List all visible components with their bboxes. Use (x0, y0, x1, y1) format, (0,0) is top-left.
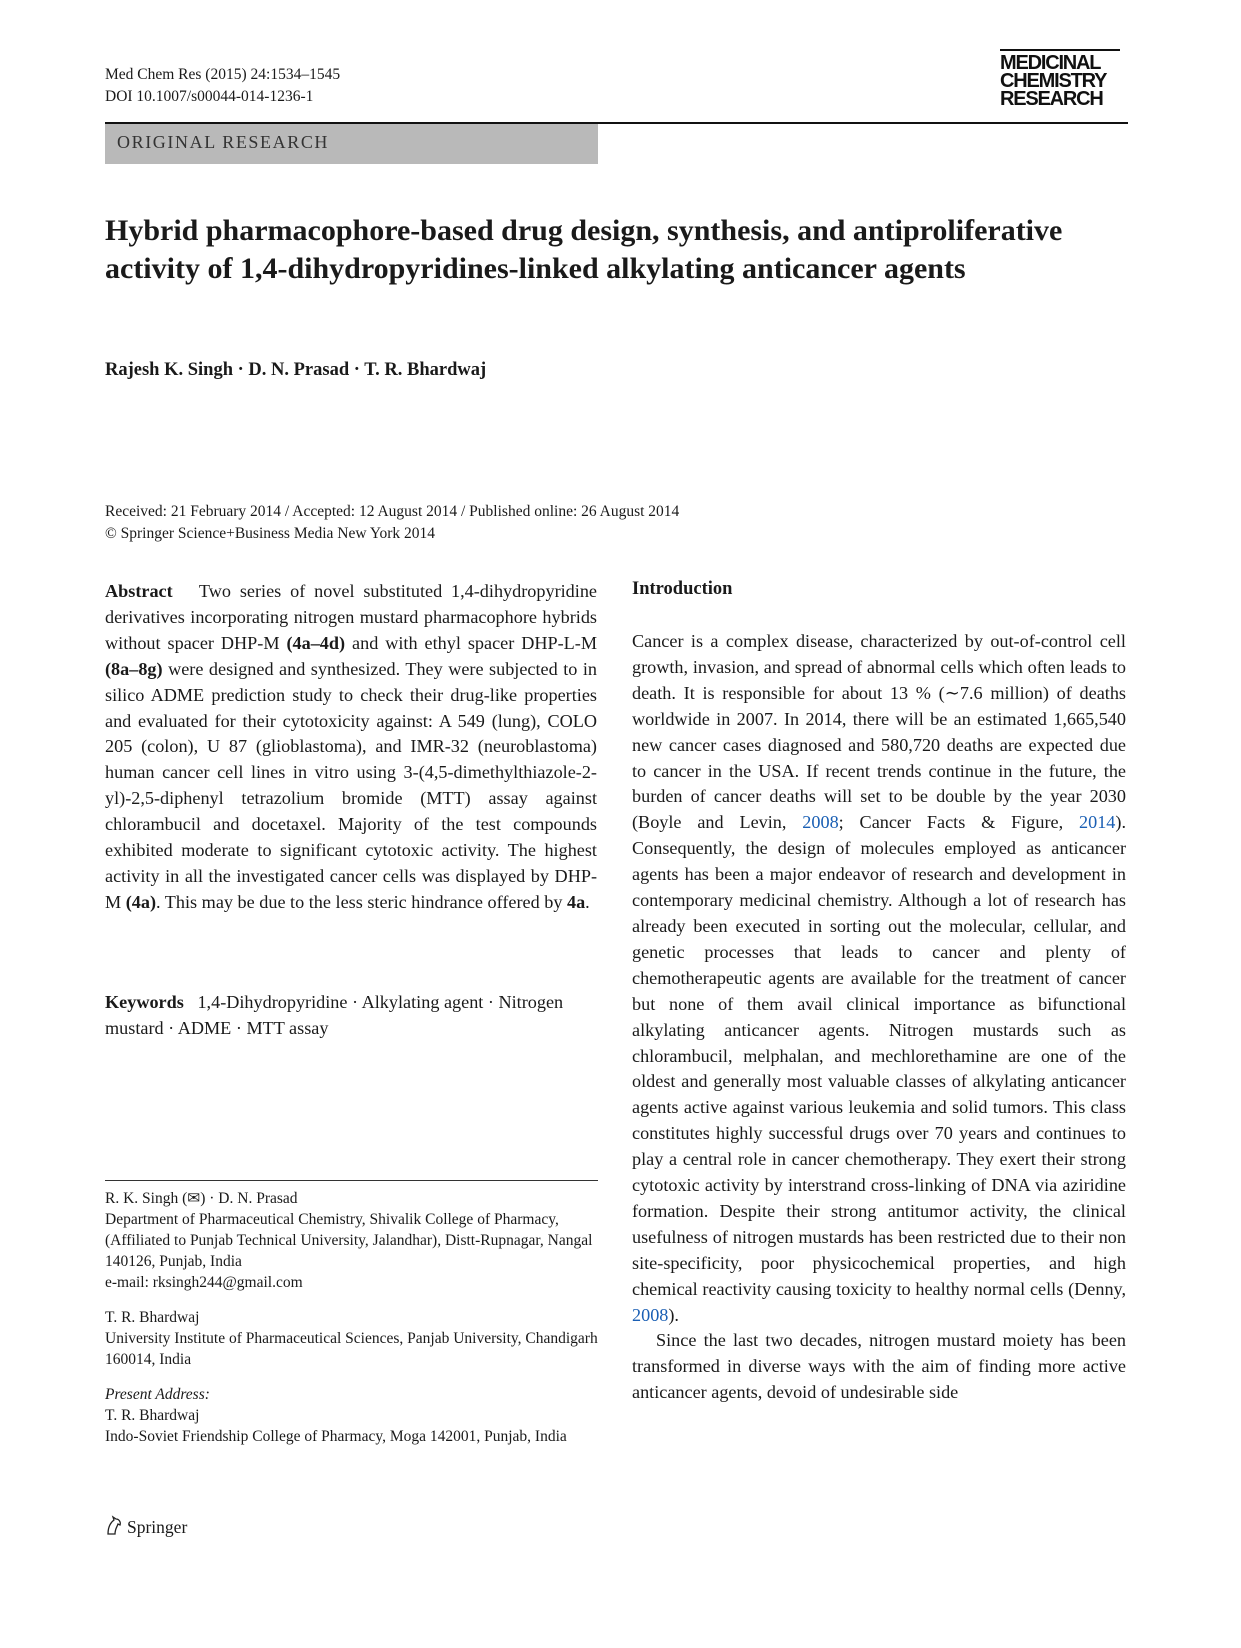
introduction-body (632, 629, 1126, 1406)
intro-paragraph-2: Since the last two decades, nitrogen mustard moiety has been transformed in diverse ways with the aim of finding more active anticancer agents, devoid of undesirable side (632, 1330, 1126, 1403)
abstract-text-1: Two series of novel substituted 1,4-dihydropyridine derivatives incorporating nitrogen mustard pharmacophore hybrids without spacer DHP-M (105, 581, 597, 653)
history-dates: Received: 21 February 2014 / Accepted: 12 August 2014 / Published online: 26 August 2014 (105, 503, 680, 520)
affiliations (105, 1188, 598, 1447)
author-2: T. R. Bhardwaj (105, 1309, 200, 1326)
abstract-text-4: . This may be due to the less steric hindrance offered by (156, 891, 567, 912)
ref-link-denny-2008[interactable]: 2008 (632, 1304, 669, 1325)
affiliation-3: Indo-Soviet Friendship College of Pharmacy, Moga 142001, Punjab, India (105, 1428, 567, 1445)
logo-rule (1000, 49, 1120, 51)
abstract-bold-2: (8a–8g) (105, 658, 163, 679)
keywords-label: Keywords (105, 992, 184, 1012)
doi: DOI 10.1007/s00044-014-1236-1 (105, 88, 314, 105)
copyright: © Springer Science+Business Media New York 2014 (105, 525, 436, 542)
logo-line-3: RESEARCH (1000, 88, 1103, 110)
abstract-text-3: were designed and synthesized. They were subjected to in silico ADME prediction study to check their drug-like properties and evaluated for their cytotoxicity against: A 549 (lung), COLO 205 (colon), U 87 (glioblastoma), and IMR-32 (neuroblastoma) human cancer cell lines in vitro using 3-(4,5-dimethylthiazole-2-yl)-2,5-diphenyl tetrazolium bromide (MTT) assay against chlorambucil and docetaxel. Majority of the test compounds exhibited moderate to significant cytotoxic activity. The highest activity in all the investigated cancer cells was displayed by DHP-M (105, 658, 597, 912)
abstract-bold-1: (4a–4d) (286, 632, 346, 653)
affiliation-2: University Institute of Pharmaceutical Sciences, Panjab University, Chandigarh 160014, India (105, 1330, 598, 1368)
ref-link-boyle-2008[interactable]: 2008 (802, 812, 839, 833)
logo-line-2: CHEMISTRY (1000, 70, 1107, 92)
publisher-name: Springer (127, 1517, 188, 1537)
present-address-label: Present Address: (105, 1386, 210, 1403)
abstract-text-2: and with ethyl spacer DHP-L-M (345, 632, 597, 653)
author-3: T. R. Bhardwaj (105, 1407, 200, 1424)
intro-text-3: ). Consequently, the design of molecules employed as anticancer agents has been a major endeavor of research and development in contemporary medicinal chemistry. Although a lot of research has already been executed in sorting out the molecular, cellular, and genetic processes that leads to cancer and plenty of chemotherapeutic agents are available for the treatment of cancer but none of them avail clinical importance as bifunctional alkylating anticancer agents. Nitrogen mustards such as chlorambucil, melphalan, and mechlorethamine are one of the oldest and generally most valuable classes of alkylating anticancer agents active against various leukemia and solid tumors. This class constitutes highly successful drugs over 70 years and continues to play a central role in cancer chemotherapy. They exert their strong cytotoxic activity by interstrand cross-linking of DNA via aziridine formation. Despite their strong antitumor activity, the clinical usefulness of nitrogen mustards has been restricted due to their non site-specificity, poor physicochemical properties, and high chemical reactivity causing toxicity to healthy normal cells (Denny, (632, 812, 1126, 1299)
introduction-heading: Introduction (632, 579, 733, 599)
section-label: ORIGINAL RESEARCH (117, 132, 330, 152)
keywords (105, 990, 597, 1042)
abstract-label: Abstract (105, 581, 173, 601)
publisher-footer (105, 1515, 187, 1540)
journal-logo (1000, 54, 1128, 108)
intro-text-1: Cancer is a complex disease, characterized by out-of-control cell growth, invasion, and spread of abnormal cells which often leads to death. It is responsible for about 13 % (∼7.6 million) of deaths worldwide in 2007. In 2014, there will be an estimated 1,665,540 new cancer cases diagnosed and 580,720 deaths are expected due to cancer in the USA. If recent trends continue in the future, the burden of cancer deaths will set to be double by the year 2030 (Boyle and Levin, (632, 631, 1126, 833)
abstract-bold-4: 4a (566, 891, 586, 912)
corresponding-authors: R. K. Singh (✉) · D. N. Prasad (105, 1190, 298, 1207)
footnote-rule (105, 1180, 598, 1181)
affiliation-1: Department of Pharmaceutical Chemistry, Shivalik College of Pharmacy, (Affiliated to Punjab Technical University, Jalandhar), Distt-Rupnagar, Nangal 140126, Punjab, India (105, 1211, 593, 1270)
abstract-text-5: . (585, 891, 590, 912)
ref-link-cancer-facts-2014[interactable]: 2014 (1079, 812, 1116, 833)
abstract (105, 579, 597, 916)
journal-citation: Med Chem Res (2015) 24:1534–1545 (105, 66, 341, 83)
logo-line-1: MEDICINAL (1000, 52, 1101, 74)
intro-text-2: ; Cancer Facts & Figure, (838, 812, 1080, 833)
intro-text-4: ). (668, 1304, 679, 1325)
publication-dates (105, 501, 679, 545)
springer-horse-icon (105, 1515, 123, 1540)
author-list: Rajesh K. Singh · D. N. Prasad · T. R. Bhardwaj (105, 360, 487, 380)
abstract-bold-3: (4a) (125, 891, 157, 912)
journal-citation-block (105, 64, 340, 108)
email: e-mail: rksingh244@gmail.com (105, 1274, 303, 1291)
keywords-text: 1,4-Dihydropyridine · Alkylating agent · Nitrogen mustard · ADME · MTT assay (105, 992, 564, 1038)
intro-paragraph-1 (632, 629, 1126, 1328)
paper-title: Hybrid pharmacophore-based drug design, synthesis, and antiproliferative activity of 1,4-dihydropyridines-linked alkylating anticancer agents (105, 214, 1063, 285)
